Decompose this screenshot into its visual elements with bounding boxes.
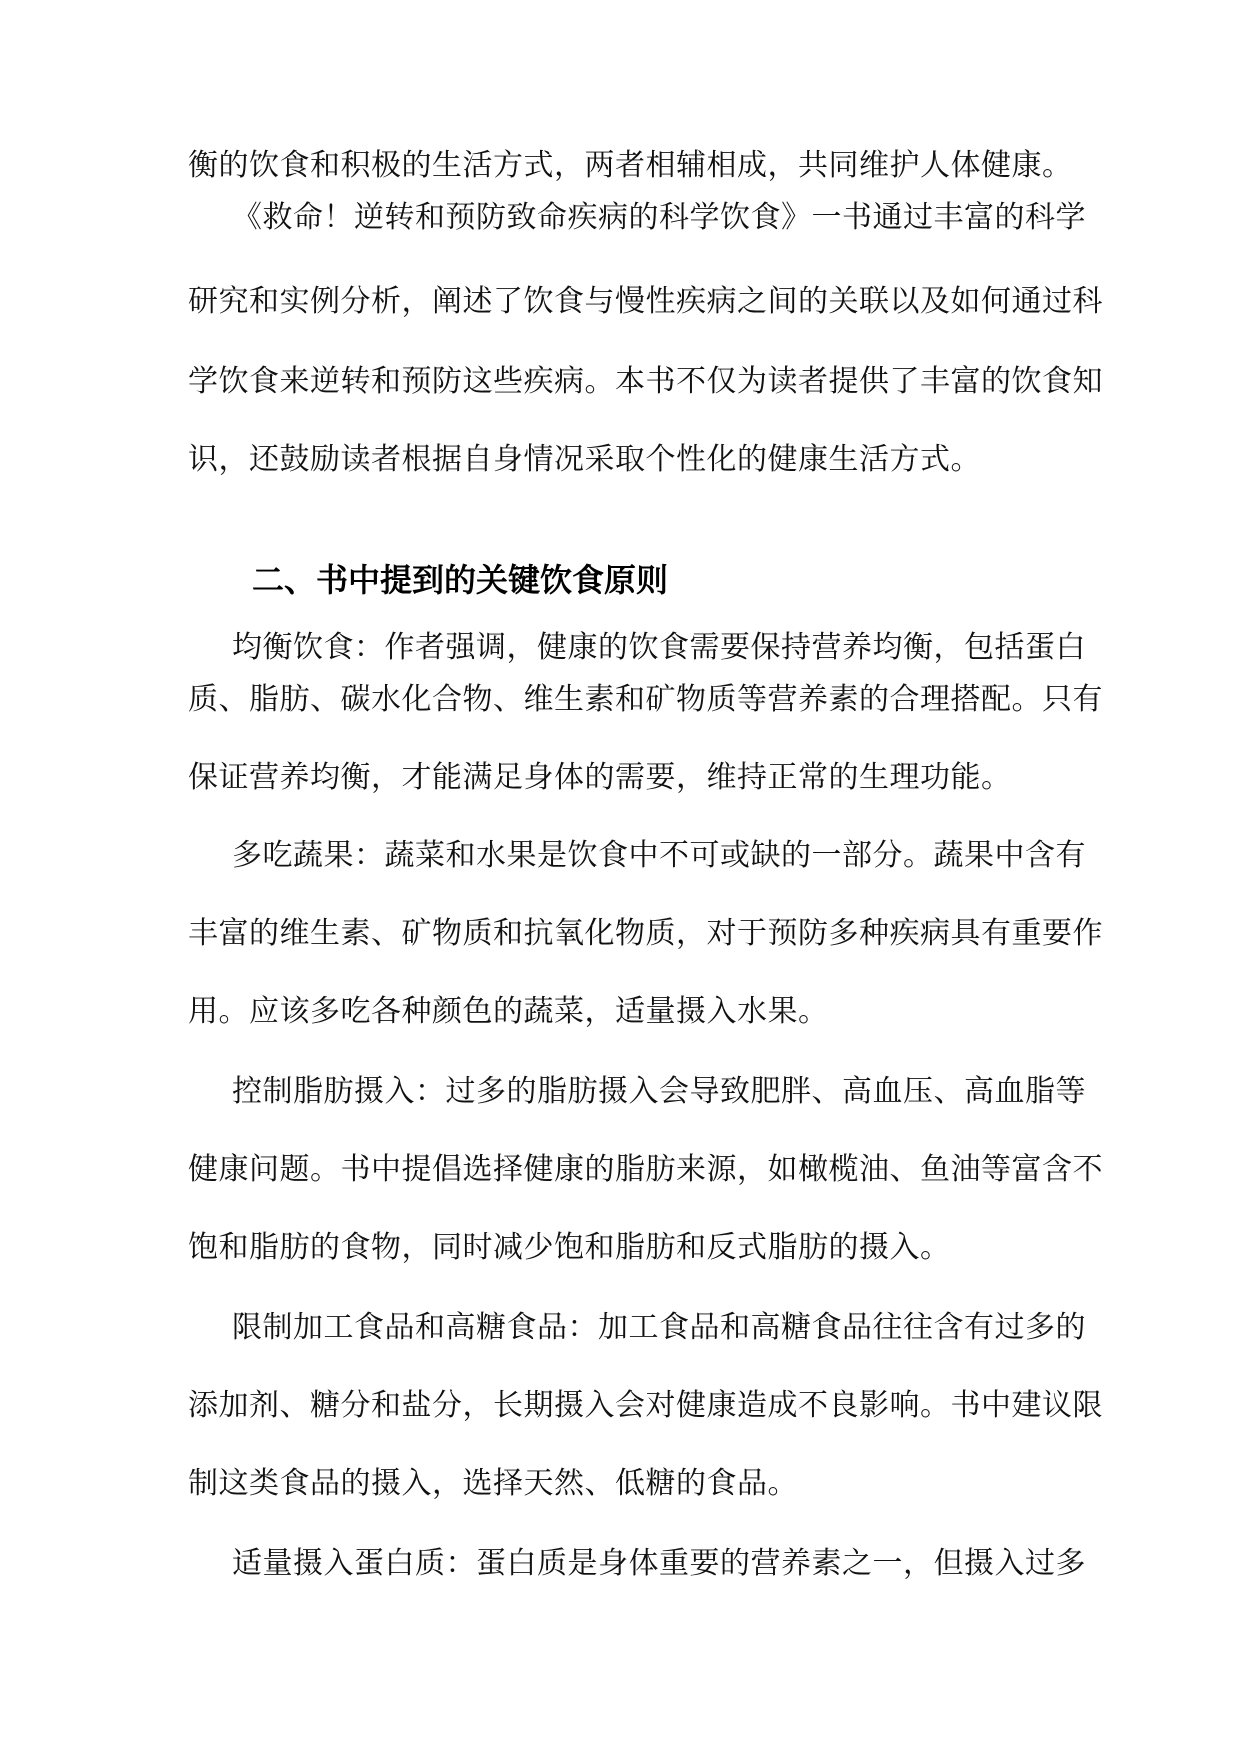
paragraph-line: 用。应该多吃各种颜色的蔬菜，适量摄入水果。 bbox=[188, 994, 829, 1029]
paragraph-line: 适量摄入蛋白质：蛋白质是身体重要的营养素之一，但摄入过多 bbox=[232, 1546, 1086, 1581]
paragraph-line: 健康问题。书中提倡选择健康的脂肪来源，如橄榄油、鱼油等富含不 bbox=[188, 1152, 1103, 1187]
intro-line: 学饮食来逆转和预防这些疾病。本书不仅为读者提供了丰富的饮食知 bbox=[188, 364, 1103, 399]
intro-line: 研究和实例分析，阐述了饮食与慢性疾病之间的关联以及如何通过科 bbox=[188, 284, 1103, 319]
paragraph-line: 饱和脂肪的食物，同时减少饱和脂肪和反式脂肪的摄入。 bbox=[188, 1230, 951, 1265]
section-heading: 二、书中提到的关键饮食原则 bbox=[252, 561, 669, 599]
paragraph-line: 多吃蔬果：蔬菜和水果是饮食中不可或缺的一部分。蔬果中含有 bbox=[232, 838, 1086, 873]
paragraph-line: 质、脂肪、碳水化合物、维生素和矿物质等营养素的合理搭配。只有 bbox=[188, 682, 1103, 717]
paragraph-line: 制这类食品的摄入，选择天然、低糖的食品。 bbox=[188, 1466, 798, 1501]
intro-line: 《救命！逆转和预防致命疾病的科学饮食》一书通过丰富的科学 bbox=[232, 200, 1086, 235]
paragraph-line: 丰富的维生素、矿物质和抗氧化物质，对于预防多种疾病具有重要作 bbox=[188, 916, 1103, 951]
paragraph-line: 均衡饮食：作者强调，健康的饮食需要保持营养均衡，包括蛋白 bbox=[232, 630, 1086, 665]
paragraph-line: 控制脂肪摄入：过多的脂肪摄入会导致肥胖、高血压、高血脂等 bbox=[232, 1074, 1086, 1109]
intro-line: 衡的饮食和积极的生活方式，两者相辅相成，共同维护人体健康。 bbox=[188, 148, 1073, 183]
paragraph-line: 限制加工食品和高糖食品：加工食品和高糖食品往往含有过多的 bbox=[232, 1310, 1086, 1345]
paragraph-line: 添加剂、糖分和盐分，长期摄入会对健康造成不良影响。书中建议限 bbox=[188, 1388, 1103, 1423]
paragraph-line: 保证营养均衡，才能满足身体的需要，维持正常的生理功能。 bbox=[188, 760, 1012, 795]
intro-line: 识，还鼓励读者根据自身情况采取个性化的健康生活方式。 bbox=[188, 442, 981, 477]
